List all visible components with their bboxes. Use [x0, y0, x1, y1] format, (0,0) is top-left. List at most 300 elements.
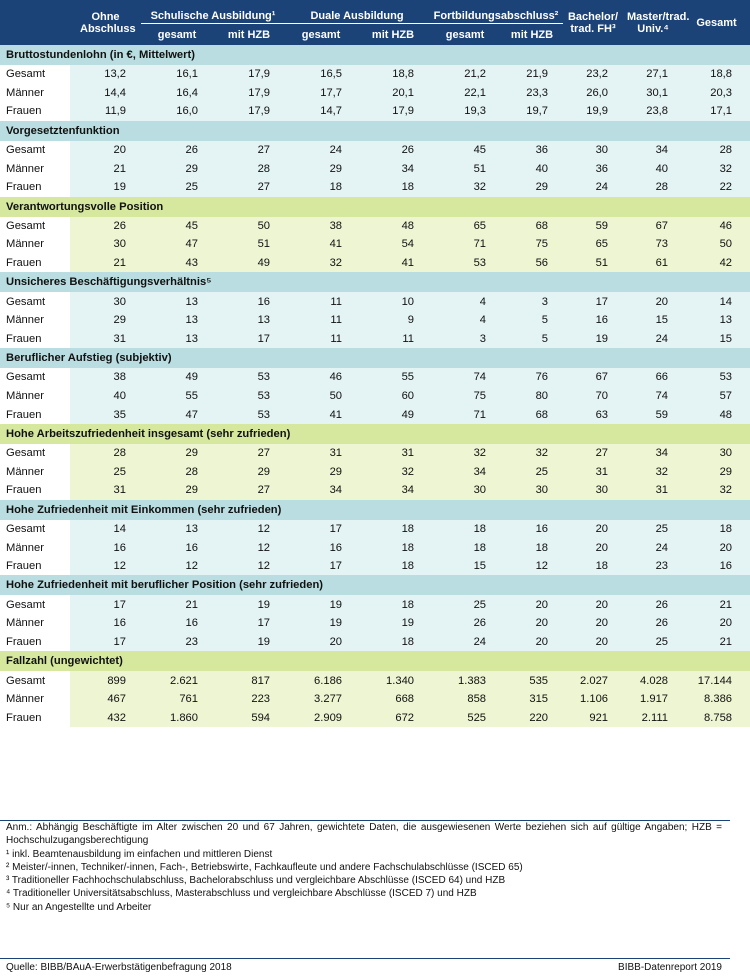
table-cell: 20 [623, 292, 683, 311]
table-cell: 24 [429, 633, 501, 652]
table-cell: 17 [70, 633, 141, 652]
row-label: Männer [0, 84, 70, 103]
table-cell: 27 [213, 481, 285, 500]
table-cell: 18 [285, 178, 357, 197]
table-cell: 19 [285, 614, 357, 633]
table-cell: 1.340 [357, 671, 429, 690]
table-cell: 29 [683, 463, 750, 482]
table-cell: 16,1 [141, 65, 213, 84]
table-cell: 29 [501, 178, 563, 197]
table-cell: 71 [429, 405, 501, 424]
table-cell: 20,3 [683, 84, 750, 103]
table-cell: 50 [213, 217, 285, 236]
table-cell: 26 [70, 217, 141, 236]
table-cell: 22,1 [429, 84, 501, 103]
section-title: Bruttostundenlohn (in €, Mittelwert) [0, 45, 750, 65]
table-cell: 34 [357, 481, 429, 500]
table-row [0, 557, 750, 576]
table-cell: 68 [501, 405, 563, 424]
table-row [0, 538, 750, 557]
table-cell: 45 [141, 217, 213, 236]
table-cell: 49 [357, 405, 429, 424]
table-cell: 20 [501, 614, 563, 633]
table-cell: 17 [213, 330, 285, 349]
table-cell: 26 [357, 141, 429, 160]
table-cell: 34 [285, 481, 357, 500]
table-cell: 27,1 [623, 65, 683, 84]
table-row [0, 387, 750, 406]
footnote-3: ³ Traditioneller Fachhochschulabschluss, Bachelorabschluss und vergleichbare Abschlüsse (ISCED 64) und HZB [6, 875, 506, 887]
sub-header-dual-gesamt: gesamt [285, 24, 357, 46]
table-cell: 921 [563, 708, 623, 727]
table-cell: 27 [563, 444, 623, 463]
row-label: Gesamt [0, 520, 70, 539]
table-cell: 20 [563, 614, 623, 633]
table-cell: 10 [357, 292, 429, 311]
table-cell: 16 [563, 311, 623, 330]
table-cell: 25 [623, 520, 683, 539]
row-label: Frauen [0, 330, 70, 349]
table-cell: 858 [429, 690, 501, 709]
table-cell: 20 [563, 538, 623, 557]
table-cell: 34 [357, 159, 429, 178]
table-cell: 29 [285, 463, 357, 482]
table-cell: 32 [429, 178, 501, 197]
row-label: Frauen [0, 708, 70, 727]
table-cell: 26 [141, 141, 213, 160]
table-cell: 20 [70, 141, 141, 160]
table-cell: 21,9 [501, 65, 563, 84]
table-cell: 38 [70, 368, 141, 387]
table-cell: 36 [501, 141, 563, 160]
table-cell: 30,1 [623, 84, 683, 103]
row-label: Gesamt [0, 217, 70, 236]
table-cell: 51 [213, 235, 285, 254]
table-cell: 40 [623, 159, 683, 178]
table-cell: 40 [70, 387, 141, 406]
table-cell: 53 [213, 405, 285, 424]
table-cell: 18 [357, 178, 429, 197]
table-row [0, 595, 750, 614]
table-cell: 17,9 [213, 65, 285, 84]
table-row [0, 65, 750, 84]
table-header [0, 0, 750, 45]
footnote-1: ¹ inkl. Beamtenausbildung im einfachen und mittleren Dienst [6, 848, 273, 860]
table-row [0, 311, 750, 330]
row-label: Frauen [0, 178, 70, 197]
row-label: Frauen [0, 405, 70, 424]
table-row [0, 405, 750, 424]
table-cell: 1.860 [141, 708, 213, 727]
table-cell: 24 [623, 538, 683, 557]
row-label: Frauen [0, 102, 70, 121]
table-cell: 2.621 [141, 671, 213, 690]
table-cell: 6.186 [285, 671, 357, 690]
table-cell: 18 [357, 520, 429, 539]
table-cell: 19 [285, 595, 357, 614]
table-cell: 13,2 [70, 65, 141, 84]
table-cell: 11 [357, 330, 429, 349]
table-cell: 432 [70, 708, 141, 727]
table-cell: 34 [429, 463, 501, 482]
table-cell: 23,2 [563, 65, 623, 84]
table-cell: 20 [563, 520, 623, 539]
table-cell: 20 [563, 595, 623, 614]
sub-header-dual-hzb: mit HZB [357, 24, 429, 46]
table-cell: 1.917 [623, 690, 683, 709]
table-cell: 8.758 [683, 708, 750, 727]
table-cell: 67 [563, 368, 623, 387]
table-cell: 53 [429, 254, 501, 273]
table-cell: 31 [70, 481, 141, 500]
table-cell: 28 [141, 463, 213, 482]
col-header-ohne: Ohne Abschluss [70, 0, 141, 45]
table-cell: 29 [141, 159, 213, 178]
table-cell: 18 [357, 633, 429, 652]
table-cell: 25 [429, 595, 501, 614]
table-cell: 20 [563, 633, 623, 652]
table-cell: 51 [563, 254, 623, 273]
section-header [0, 575, 750, 595]
table-cell: 1.383 [429, 671, 501, 690]
row-label: Männer [0, 614, 70, 633]
table-cell: 34 [623, 444, 683, 463]
table-cell: 65 [563, 235, 623, 254]
table-cell: 73 [623, 235, 683, 254]
table-cell: 47 [141, 235, 213, 254]
table-cell: 34 [623, 141, 683, 160]
table-cell: 50 [683, 235, 750, 254]
table-cell: 74 [623, 387, 683, 406]
table-cell: 71 [429, 235, 501, 254]
table-cell: 11 [285, 311, 357, 330]
table-cell: 315 [501, 690, 563, 709]
table-cell: 70 [563, 387, 623, 406]
table-cell: 26,0 [563, 84, 623, 103]
table-row [0, 481, 750, 500]
table-cell: 17.144 [683, 671, 750, 690]
table-cell: 21 [70, 159, 141, 178]
table-cell: 65 [429, 217, 501, 236]
table-cell: 899 [70, 671, 141, 690]
table-cell: 56 [501, 254, 563, 273]
table-cell: 68 [501, 217, 563, 236]
table-cell: 25 [70, 463, 141, 482]
row-label: Frauen [0, 481, 70, 500]
footnote-4: ⁴ Traditioneller Universitätsabschluss, Masterabschluss und vergleichbare Abschlüsse (ISCED 7) und HZB [6, 888, 477, 900]
table-cell: 2.111 [623, 708, 683, 727]
table-row [0, 614, 750, 633]
section-title: Vorgesetztenfunktion [0, 121, 750, 141]
table-cell: 21 [683, 633, 750, 652]
table-cell: 17 [285, 557, 357, 576]
table-cell: 18 [357, 595, 429, 614]
section-header [0, 424, 750, 444]
row-label: Gesamt [0, 368, 70, 387]
table-cell: 26 [623, 614, 683, 633]
table-cell: 27 [213, 444, 285, 463]
table-cell: 16 [70, 614, 141, 633]
table-cell: 59 [563, 217, 623, 236]
row-label: Männer [0, 387, 70, 406]
table-cell: 17 [70, 595, 141, 614]
table-cell: 29 [213, 463, 285, 482]
table-cell: 61 [623, 254, 683, 273]
table-cell: 38 [285, 217, 357, 236]
table-cell: 29 [285, 159, 357, 178]
section-header [0, 197, 750, 217]
source-note: Quelle: BIBB/BAuA-Erwerbstätigenbefragung 2018 [6, 962, 232, 973]
section-title: Fallzahl (ungewichtet) [0, 651, 750, 671]
table-row [0, 520, 750, 539]
table-row [0, 102, 750, 121]
table-cell: 25 [623, 633, 683, 652]
table-cell: 17,9 [213, 84, 285, 103]
section-title: Verantwortungsvolle Position [0, 197, 750, 217]
table-cell: 18 [429, 520, 501, 539]
section-header [0, 500, 750, 520]
table-cell: 11,9 [70, 102, 141, 121]
table-cell: 8.386 [683, 690, 750, 709]
table-row [0, 235, 750, 254]
row-label: Gesamt [0, 595, 70, 614]
table-cell: 31 [563, 463, 623, 482]
col-header-gesamt: Gesamt [683, 0, 750, 45]
table-cell: 30 [683, 444, 750, 463]
section-title: Hohe Zufriedenheit mit beruflicher Position (sehr zufrieden) [0, 575, 750, 595]
table-cell: 16 [501, 520, 563, 539]
table-cell: 46 [683, 217, 750, 236]
table-cell: 20 [683, 538, 750, 557]
table-cell: 25 [501, 463, 563, 482]
table-cell: 18 [501, 538, 563, 557]
table-cell: 35 [70, 405, 141, 424]
table-cell: 30 [563, 141, 623, 160]
table-cell: 53 [213, 368, 285, 387]
footer [0, 958, 730, 977]
table-cell: 28 [70, 444, 141, 463]
table-cell: 20 [683, 614, 750, 633]
table-cell: 53 [683, 368, 750, 387]
table-cell: 30 [429, 481, 501, 500]
table-cell: 18 [357, 538, 429, 557]
table-cell: 5 [501, 330, 563, 349]
table-cell: 15 [623, 311, 683, 330]
table-cell: 16 [141, 614, 213, 633]
table-row [0, 292, 750, 311]
table-row [0, 671, 750, 690]
table-cell: 11 [285, 292, 357, 311]
table-cell: 817 [213, 671, 285, 690]
table-cell: 13 [213, 311, 285, 330]
section-title: Beruflicher Aufstieg (subjektiv) [0, 348, 750, 368]
row-label: Frauen [0, 633, 70, 652]
sub-header-fort-hzb: mit HZB [501, 24, 563, 46]
table-cell: 18,8 [357, 65, 429, 84]
section-header [0, 272, 750, 292]
table-cell: 51 [429, 159, 501, 178]
table-cell: 24 [563, 178, 623, 197]
table-cell: 12 [501, 557, 563, 576]
table-cell: 17,7 [285, 84, 357, 103]
table-cell: 42 [683, 254, 750, 273]
table-cell: 23,3 [501, 84, 563, 103]
table-cell: 668 [357, 690, 429, 709]
table-cell: 26 [429, 614, 501, 633]
table-row [0, 444, 750, 463]
row-label: Männer [0, 311, 70, 330]
table-cell: 31 [285, 444, 357, 463]
table-cell: 12 [213, 520, 285, 539]
table-cell: 16,5 [285, 65, 357, 84]
table-cell: 30 [501, 481, 563, 500]
row-label: Männer [0, 690, 70, 709]
note-anm: Anm.: Abhängig Beschäftigte im Alter zwischen 20 und 67 Jahren, gewichtete Daten, die ausgewiesenen Werte beziehen sich auf gültige Angaben; HZB = Hochschulzugangsberechtigung [6, 822, 722, 847]
table-cell: 31 [623, 481, 683, 500]
table-cell: 27 [213, 141, 285, 160]
table-row [0, 178, 750, 197]
table-cell: 30 [563, 481, 623, 500]
table-cell: 67 [623, 217, 683, 236]
section-title: Hohe Zufriedenheit mit Einkommen (sehr zufrieden) [0, 500, 750, 520]
table-cell: 13 [683, 311, 750, 330]
table-cell: 47 [141, 405, 213, 424]
table-cell: 13 [141, 520, 213, 539]
row-label: Frauen [0, 254, 70, 273]
table-cell: 18 [429, 538, 501, 557]
table-row [0, 84, 750, 103]
section-title: Hohe Arbeitszufriedenheit insgesamt (sehr zufrieden) [0, 424, 750, 444]
table-cell: 17 [285, 520, 357, 539]
table-cell: 28 [623, 178, 683, 197]
table-cell: 12 [70, 557, 141, 576]
table-cell: 80 [501, 387, 563, 406]
table-cell: 29 [141, 481, 213, 500]
table-cell: 60 [357, 387, 429, 406]
table-cell: 17,9 [357, 102, 429, 121]
table-cell: 16 [141, 538, 213, 557]
table-cell: 29 [70, 311, 141, 330]
table-cell: 26 [623, 595, 683, 614]
table-row [0, 633, 750, 652]
table-cell: 25 [141, 178, 213, 197]
table-cell: 19 [70, 178, 141, 197]
header-corner [0, 0, 70, 45]
table-cell: 32 [623, 463, 683, 482]
table-row [0, 463, 750, 482]
row-label: Männer [0, 538, 70, 557]
table-cell: 17 [563, 292, 623, 311]
row-label: Gesamt [0, 671, 70, 690]
table-cell: 21 [141, 595, 213, 614]
footnote-5: ⁵ Nur an Angestellte und Arbeiter [6, 901, 152, 913]
section-header [0, 45, 750, 65]
table-cell: 11 [285, 330, 357, 349]
table-cell: 16 [70, 538, 141, 557]
table-cell: 12 [141, 557, 213, 576]
table-cell: 12 [213, 538, 285, 557]
table-cell: 32 [683, 481, 750, 500]
table-cell: 4.028 [623, 671, 683, 690]
table-cell: 5 [501, 311, 563, 330]
table-cell: 525 [429, 708, 501, 727]
table-cell: 761 [141, 690, 213, 709]
table-cell: 23,8 [623, 102, 683, 121]
table-cell: 14,7 [285, 102, 357, 121]
table-cell: 30 [70, 235, 141, 254]
table-cell: 9 [357, 311, 429, 330]
table-cell: 40 [501, 159, 563, 178]
table-cell: 12 [213, 557, 285, 576]
table-cell: 48 [683, 405, 750, 424]
sub-header-fort-gesamt: gesamt [429, 24, 501, 46]
table-row [0, 690, 750, 709]
table-cell: 41 [285, 235, 357, 254]
notes [0, 820, 730, 914]
table-cell: 18 [683, 520, 750, 539]
table-cell: 24 [285, 141, 357, 160]
table-cell: 4 [429, 311, 501, 330]
table-cell: 21,2 [429, 65, 501, 84]
table-cell: 19 [213, 595, 285, 614]
row-label: Männer [0, 463, 70, 482]
table-cell: 13 [141, 311, 213, 330]
table-cell: 15 [683, 330, 750, 349]
table-cell: 16,4 [141, 84, 213, 103]
table-cell: 2.909 [285, 708, 357, 727]
table-cell: 15 [429, 557, 501, 576]
table-row [0, 254, 750, 273]
table-cell: 59 [623, 405, 683, 424]
table-cell: 21 [683, 595, 750, 614]
table-cell: 28 [213, 159, 285, 178]
table-cell: 17,9 [213, 102, 285, 121]
table-cell: 18 [357, 557, 429, 576]
table-body [0, 45, 750, 727]
table-cell: 16 [213, 292, 285, 311]
row-label: Männer [0, 235, 70, 254]
table-cell: 49 [141, 368, 213, 387]
table-cell: 14,4 [70, 84, 141, 103]
table-cell: 30 [70, 292, 141, 311]
row-label: Gesamt [0, 292, 70, 311]
table-cell: 16,0 [141, 102, 213, 121]
table-cell: 1.106 [563, 690, 623, 709]
table-cell: 32 [683, 159, 750, 178]
row-label: Frauen [0, 557, 70, 576]
table-cell: 57 [683, 387, 750, 406]
table-cell: 19,9 [563, 102, 623, 121]
table-cell: 20 [501, 633, 563, 652]
sub-header-schul-hzb: mit HZB [213, 24, 285, 46]
table-cell: 19 [357, 614, 429, 633]
table-row [0, 159, 750, 178]
table-cell: 49 [213, 254, 285, 273]
table-cell: 41 [357, 254, 429, 273]
table-cell: 18,8 [683, 65, 750, 84]
table-cell: 4 [429, 292, 501, 311]
table-cell: 48 [357, 217, 429, 236]
table-cell: 220 [501, 708, 563, 727]
table-cell: 223 [213, 690, 285, 709]
table-cell: 50 [285, 387, 357, 406]
col-header-master: Master/trad. Univ.⁴ [623, 0, 683, 45]
table-cell: 32 [357, 463, 429, 482]
table-cell: 32 [429, 444, 501, 463]
table-row [0, 141, 750, 160]
table-cell: 17,1 [683, 102, 750, 121]
table-cell: 45 [429, 141, 501, 160]
